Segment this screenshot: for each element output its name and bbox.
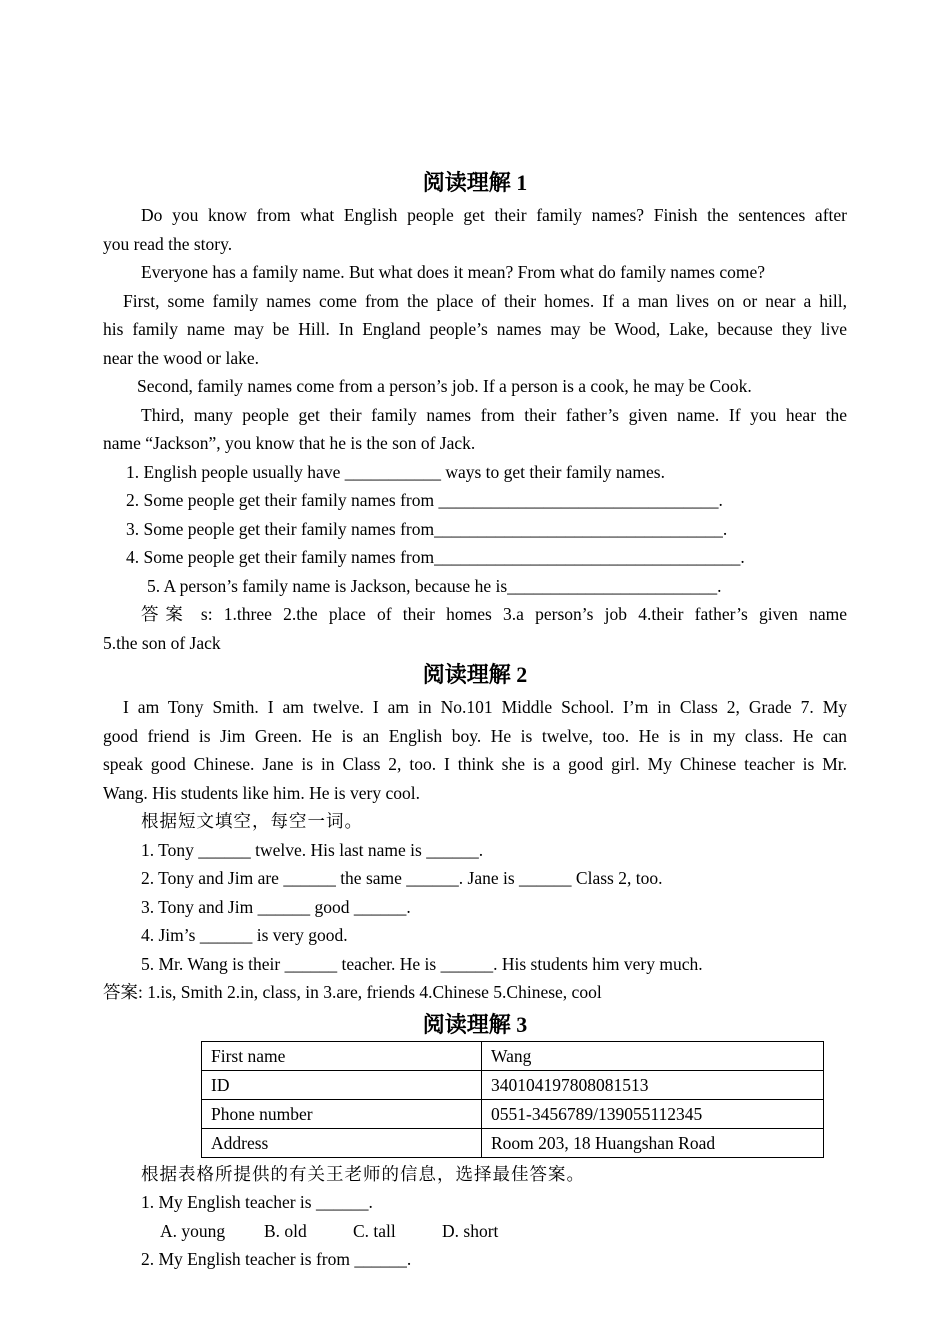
section-1-title: 阅读理解 1: [422, 170, 528, 195]
intro-line: Do you know from what English people get their family names? Finish the sentences after: [141, 205, 847, 225]
paragraph-line: Third, many people get their family names from their father’s given name. If you hear the: [141, 404, 847, 425]
section-3-title: 阅读理解 3: [422, 1011, 528, 1037]
question-line: 5. A person’s family name is Jackson, because he is________________________.: [147, 575, 722, 596]
table-cell: ID: [202, 1070, 482, 1099]
table-cell: 340104197808081513: [482, 1070, 824, 1099]
paragraph-line: near the wood or lake.: [103, 347, 259, 368]
document-page: [103, 165, 847, 1274]
option-d: D. short: [442, 1220, 499, 1241]
answer-line: 5.the son of Jack: [103, 632, 221, 653]
table-cell: 0551-3456789/139055112345: [482, 1099, 824, 1128]
paragraph-line: Second, family names come from a person’s job. If a person is a cook, he may be Cook.: [137, 376, 752, 396]
intro-line: you read the story.: [103, 233, 233, 254]
table-cell: Phone number: [202, 1099, 482, 1128]
question-options: [103, 1217, 847, 1246]
question-line: 1. Tony ______ twelve. His last name is ______.: [141, 839, 484, 860]
teacher-info-table: [201, 1041, 824, 1158]
table-row: [202, 1070, 824, 1099]
question-line: 5. Mr. Wang is their ______ teacher. He is ______. His students him very much.: [141, 953, 703, 974]
table-cell: Wang: [482, 1041, 824, 1070]
question-line: 2. Some people get their family names from ________________________________.: [126, 490, 723, 510]
question-line: 3. Some people get their family names from_________________________________.: [126, 518, 728, 539]
table-cell: Address: [202, 1128, 482, 1157]
table-cell: First name: [202, 1041, 482, 1070]
option-b: B. old: [264, 1220, 307, 1241]
question-line: 1. My English teacher is ______.: [141, 1192, 373, 1212]
paragraph-line: Everyone has a family name. But what does it mean? From what do family names come?: [141, 262, 765, 282]
paragraph-line: name “Jackson”, you know that he is the son of Jack.: [103, 433, 476, 453]
paragraph-line: I am Tony Smith. I am twelve. I am in No.101 Middle School. I’m in Class 2, Grade 7. My: [123, 697, 847, 717]
question-line: 4. Some people get their family names from___________________________________.: [126, 547, 745, 567]
paragraph-line: Wang. His students like him. He is very cool.: [103, 782, 420, 803]
table-row: [202, 1128, 824, 1157]
question-line: 1. English people usually have ___________ ways to get their family names.: [126, 461, 665, 482]
question-line: 3. Tony and Jim ______ good ______.: [141, 896, 411, 917]
section-2-title: 阅读理解 2: [422, 662, 528, 687]
answer-line: 答案 s: 1.three 2.the place of their homes 3.a person’s job 4.their father’s given name: [141, 604, 847, 624]
instruction-line: 根据表格所提供的有关王老师的信息，选择最佳答案。: [141, 1163, 585, 1184]
paragraph-line: First, some family names come from the place of their homes. If a man lives on or near a hill,: [123, 290, 847, 311]
option-c: C. tall: [353, 1220, 396, 1241]
table-cell: Room 203, 18 Huangshan Road: [482, 1128, 824, 1157]
paragraph-line: good friend is Jim Green. He is an English boy. He is twelve, too. He is in my class. He can: [103, 725, 847, 746]
option-a: A. young: [160, 1220, 226, 1241]
question-line: 2. My English teacher is from ______.: [141, 1249, 412, 1269]
question-line: 4. Jim’s ______ is very good.: [141, 925, 348, 945]
paragraph-line: speak good Chinese. Jane is in Class 2, too. I think she is a good girl. My Chinese teacher is Mr.: [103, 754, 847, 774]
table-row: [202, 1041, 824, 1070]
answer-line: 答案: 1.is, Smith 2.in, class, in 3.are, friends 4.Chinese 5.Chinese, cool: [103, 982, 602, 1002]
table-row: [202, 1099, 824, 1128]
instruction-line: 根据短文填空，每空一词。: [141, 811, 363, 831]
paragraph-line: his family name may be Hill. In England people’s names may be Wood, Lake, because they live: [103, 319, 847, 339]
question-line: 2. Tony and Jim are ______ the same ______. Jane is ______ Class 2, too.: [141, 868, 663, 888]
